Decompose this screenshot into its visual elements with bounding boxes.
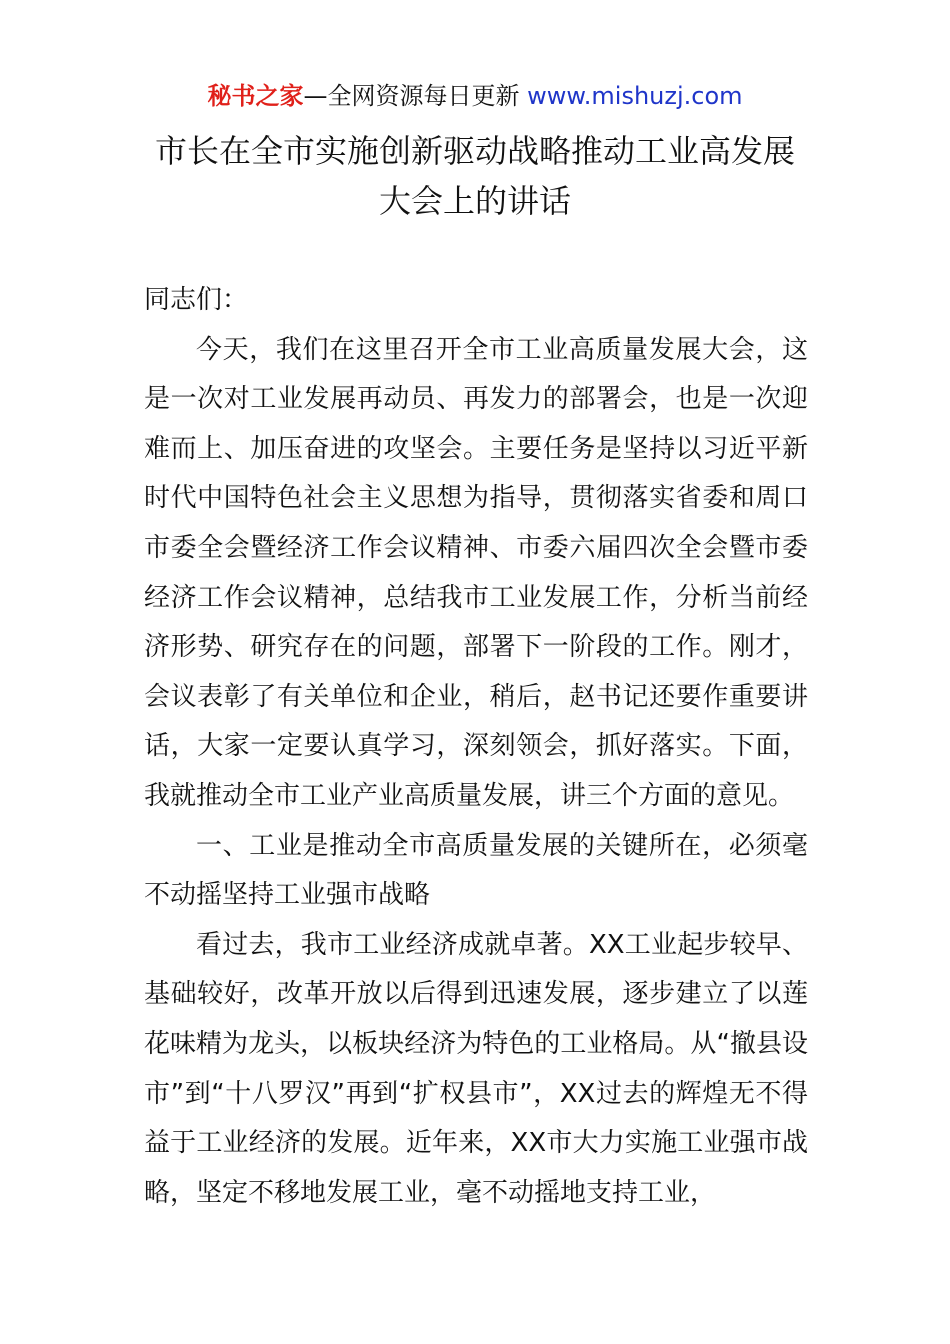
section-heading-1: 一、工业是推动全市高质量发展的关键所在，必须毫不动摇坚持工业强市战略 [144, 830, 808, 911]
paragraph-intro: 今天，我们在这里召开全市工业高质量发展大会，这是一次对工业发展再动员、再发力的部署会，也是一次迎难而上、加压奋进的攻坚会。主要任务是坚持以习近平新时代中国特色社会主义思想为指导，贯彻落实省委和周口市委全会暨经济工作会议精神、市委六届四次全会暨市委经济工作会议精神，总结我市工业发展工作，分析当前经济形势、研究存在的问题，部署下一阶段的工作。刚才，会议表彰了有关单位和企业，稍后，赵书记还要作重要讲话，大家一定要认真学习，深刻领会，抓好落实。下面，我就推动全市工业产业高质量发展，讲三个方面的意见。 [144, 334, 808, 811]
site-url-link[interactable]: www.mishuzj.com [527, 82, 743, 110]
title-line-1: 市长在全市实施创新驱动战略推动工业高发展 [154, 132, 795, 170]
site-header [0, 78, 950, 114]
document-body [144, 276, 808, 1218]
brand-name: 秘书之家 [207, 82, 304, 110]
title-line-2: 大会上的讲话 [378, 182, 571, 220]
salutation: 同志们： [144, 285, 249, 315]
document-title [0, 126, 950, 226]
header-tagline: —全网资源每日更新 [303, 82, 528, 110]
paragraph-history: 看过去，我市工业经济成就卓著。XX工业起步较早、基础较好，改革开放以后得到迅速发展，逐步建立了以莲花味精为龙头，以板块经济为特色的工业格局。从“撤县设市”到“十八罗汉”再到“扩权县市”，XX过去的辉煌无不得益于工业经济的发展。近年来，XX市大力实施工业强市战略，坚定不移地发展工业，毫不动摇地支持工业， [144, 929, 808, 1208]
